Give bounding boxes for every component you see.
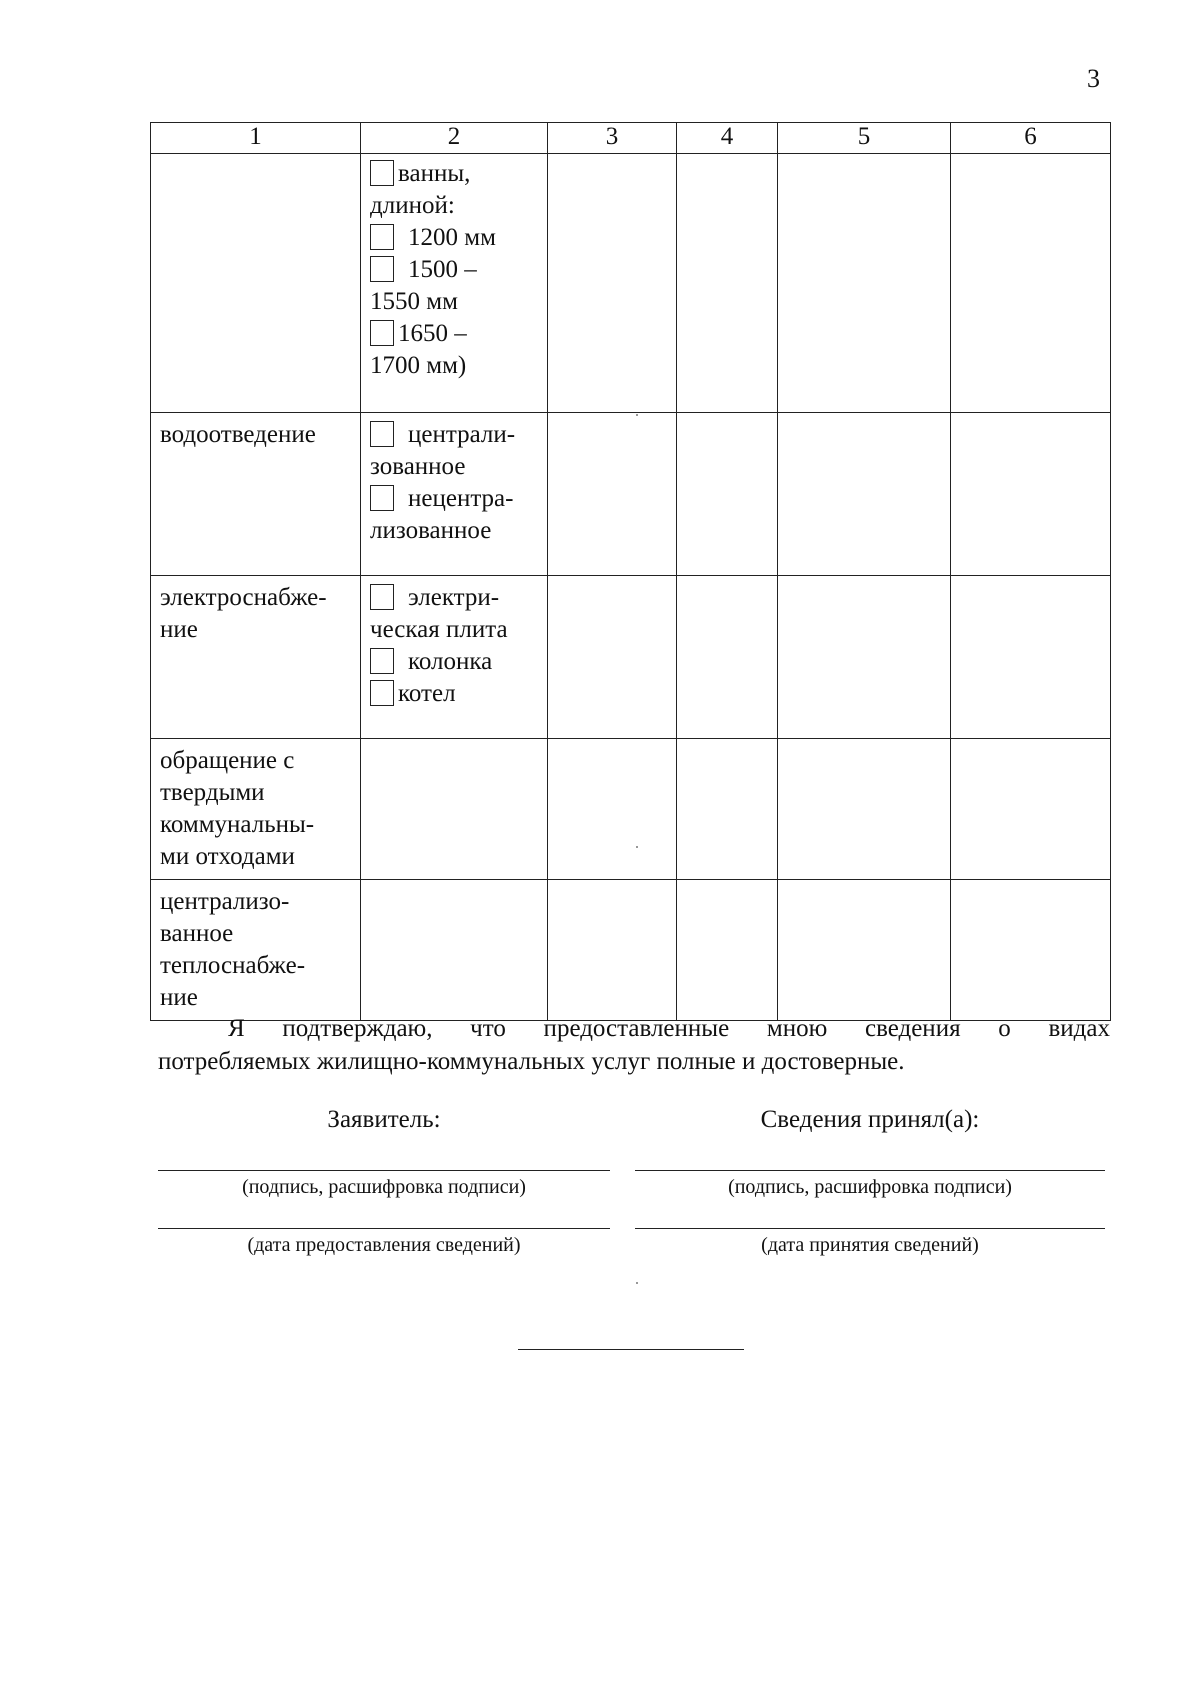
applicant-signature-caption: (подпись, расшифровка подписи) — [242, 1176, 526, 1198]
header-col-5: 5 — [778, 123, 951, 154]
option-label: зованное — [370, 453, 466, 480]
option-label: 1650 – — [398, 320, 467, 347]
receiver-signature-caption: (подпись, расшифровка подписи) — [728, 1176, 1012, 1198]
confirmation-line-2: потребляемых жилищно-коммунальных услуг полные и достоверные. — [158, 1048, 905, 1075]
option-label: 1550 мм — [370, 288, 458, 315]
page-number: 3 — [1087, 64, 1100, 93]
option-label: ческая плита — [370, 616, 508, 643]
receiver-date-line[interactable] — [635, 1228, 1105, 1229]
applicant-date-line[interactable] — [158, 1228, 610, 1229]
end-of-document-line — [518, 1349, 744, 1350]
scan-speck — [636, 1282, 638, 1284]
option-label: электри- — [408, 584, 500, 611]
applicant-signature-line[interactable] — [158, 1170, 610, 1171]
applicant-signature-block — [158, 0, 610, 1695]
applicant-title: Заявитель: — [327, 1106, 441, 1133]
receiver-date-caption: (дата принятия сведений) — [761, 1234, 979, 1256]
header-col-1: 1 — [151, 123, 361, 154]
receiver-signature-block — [635, 0, 1105, 1695]
applicant-date-caption: (дата предоставления сведений) — [247, 1234, 521, 1256]
option-label: колонка — [408, 648, 493, 675]
receiver-title: Сведения принял(а): — [760, 1106, 980, 1133]
option-label: ванны, — [398, 160, 471, 187]
scan-speck — [636, 846, 638, 848]
header-col-6: 6 — [951, 123, 1111, 154]
option-label: длиной: — [370, 192, 455, 219]
header-col-4: 4 — [677, 123, 778, 154]
row-label-text: водоотведение — [160, 421, 316, 448]
option-label: лизованное — [370, 517, 492, 544]
confirmation-line-1: Я подтверждаю, что предоставленные мною сведения о видах — [228, 1015, 1110, 1042]
receiver-signature-line[interactable] — [635, 1170, 1105, 1171]
row-label-text: обращение с твердыми коммунальны- ми отходами — [160, 747, 315, 870]
option-label: 1500 – — [408, 256, 477, 283]
header-col-2: 2 — [361, 123, 548, 154]
option-label: нецентра- — [408, 485, 514, 512]
option-label: централи- — [408, 421, 516, 448]
option-label: 1200 мм — [408, 224, 496, 251]
option-label: котел — [398, 680, 456, 707]
header-col-3: 3 — [548, 123, 677, 154]
row-label-text: централизо- ванное теплоснабже- ние — [160, 888, 306, 1011]
scan-speck — [636, 414, 638, 416]
option-label: 1700 мм) — [370, 352, 467, 379]
row-label-text: электроснабже- ние — [160, 584, 327, 643]
